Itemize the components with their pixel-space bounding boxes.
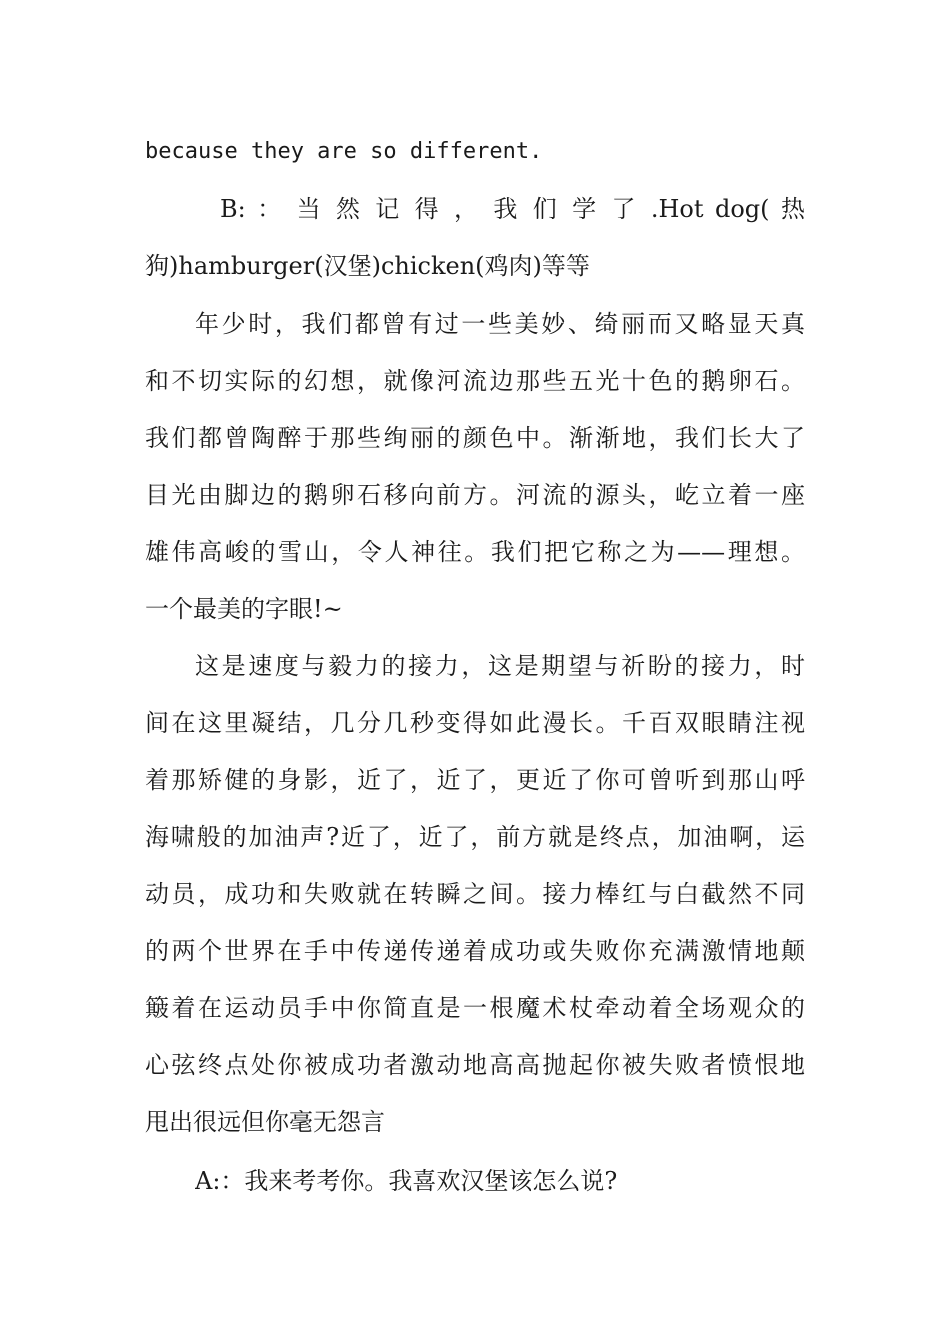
paragraph-line: 的两个世界在手中传递传递着成功或失败你充满激情地颠 bbox=[145, 937, 805, 965]
paragraph-line: 一个最美的字眼!~ bbox=[145, 595, 343, 623]
paragraph-line: 簸着在运动员手中你简直是一根魔术杖牵动着全场观众的 bbox=[145, 994, 805, 1022]
paragraph-line: 我们都曾陶醉于那些绚丽的颜色中。渐渐地，我们长大了 bbox=[145, 424, 805, 452]
paragraph-line: 间在这里凝结，几分几秒变得如此漫长。千百双眼睛注视 bbox=[145, 709, 805, 737]
paragraph-line: because they are so different. bbox=[145, 139, 543, 164]
paragraph-line: 雄伟高峻的雪山，令人神往。我们把它称之为——理想。 bbox=[145, 538, 805, 566]
paragraph-line: 着那矫健的身影，近了，近了，更近了你可曾听到那山呼 bbox=[145, 766, 805, 794]
paragraph-line: 海啸般的加油声?近了，近了，前方就是终点，加油啊，运 bbox=[145, 823, 805, 851]
paragraph-line: 这是速度与毅力的接力，这是期望与祈盼的接力，时 bbox=[195, 652, 805, 680]
dialogue-line-a: A:：我来考考你。我喜欢汉堡该怎么说? bbox=[195, 1167, 618, 1195]
dialogue-line-b: B: ： 当 然 记 得 ， 我 们 学 了 .Hot dog( 热 bbox=[220, 195, 805, 223]
paragraph-line: 年少时，我们都曾有过一些美妙、绮丽而又略显天真 bbox=[195, 310, 805, 338]
paragraph-line: 和不切实际的幻想，就像河流边那些五光十色的鹅卵石。 bbox=[145, 367, 805, 395]
paragraph-line: 狗)hamburger(汉堡)chicken(鸡肉)等等 bbox=[145, 252, 590, 280]
paragraph-line: 动员，成功和失败就在转瞬之间。接力棒红与白截然不同 bbox=[145, 880, 805, 908]
paragraph-line: 甩出很远但你毫无怨言 bbox=[145, 1108, 385, 1136]
paragraph-line: 心弦终点处你被成功者激动地高高抛起你被失败者愤恨地 bbox=[145, 1051, 805, 1079]
paragraph-line: 目光由脚边的鹅卵石移向前方。河流的源头，屹立着一座 bbox=[145, 481, 805, 509]
